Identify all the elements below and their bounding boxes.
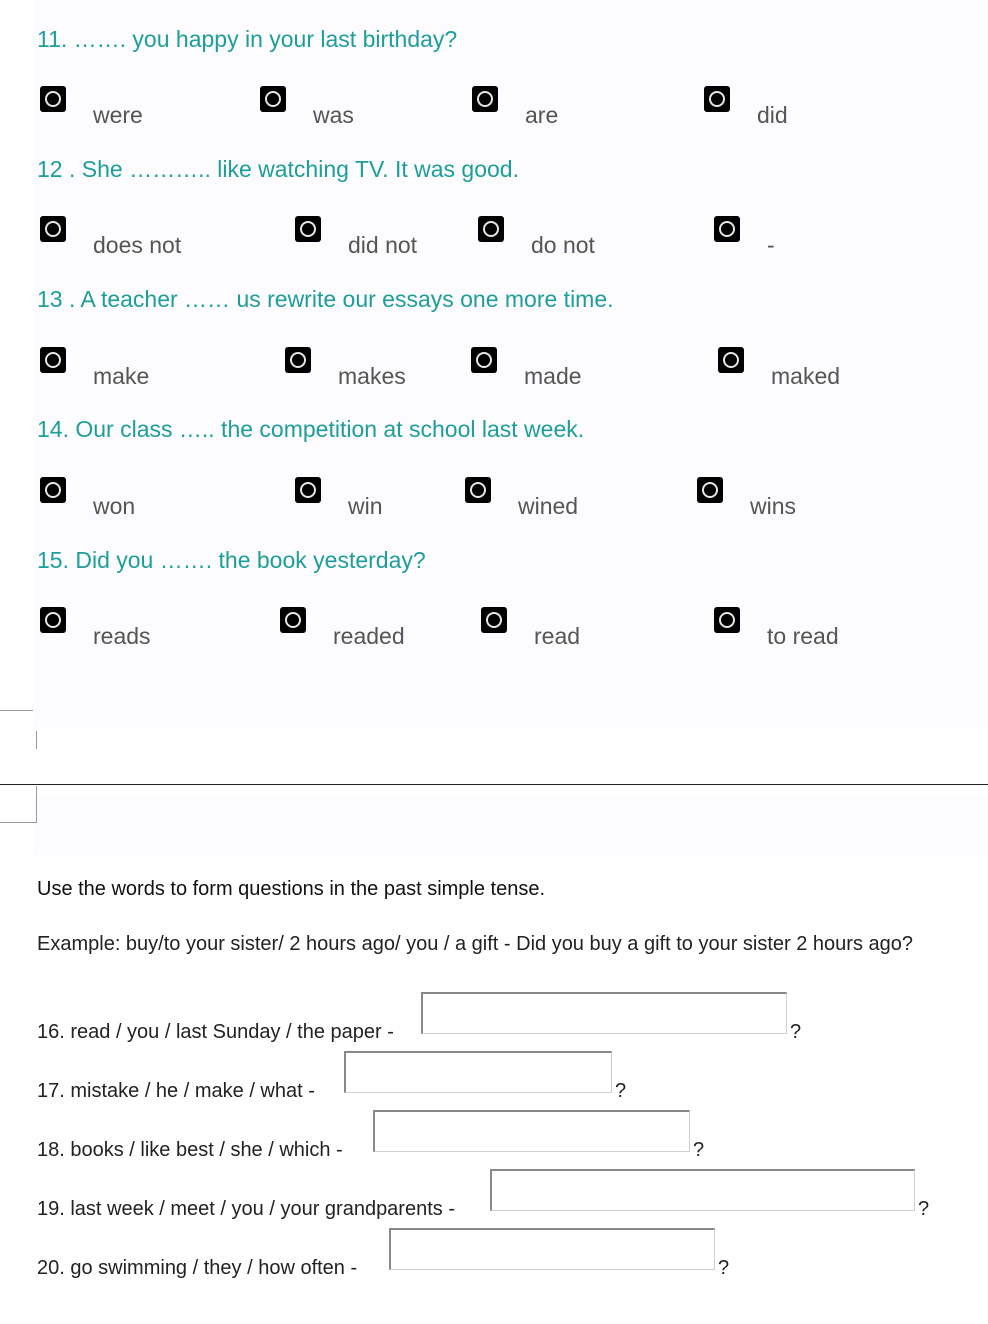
radio-icon[interactable] <box>481 607 507 633</box>
radio-icon[interactable] <box>704 86 730 112</box>
option-11-a[interactable] <box>40 86 143 129</box>
question-mark: ? <box>918 1198 930 1220</box>
option-14-c[interactable] <box>465 477 578 520</box>
option-label: are <box>525 102 559 128</box>
radio-icon[interactable] <box>697 477 723 503</box>
radio-icon[interactable] <box>40 607 66 633</box>
option-13-b[interactable] <box>285 347 406 390</box>
crop-mark <box>0 710 33 711</box>
option-12-a[interactable] <box>40 216 181 259</box>
question-mark: ? <box>790 1021 802 1043</box>
radio-icon[interactable] <box>472 86 498 112</box>
option-15-b[interactable] <box>280 607 405 650</box>
section-instruction: Use the words to form questions in the past simple tense. <box>37 878 546 900</box>
option-12-b[interactable] <box>295 216 417 259</box>
option-13-a[interactable] <box>40 347 149 390</box>
prompt-17: 17. mistake / he / make / what - <box>37 1080 315 1102</box>
option-12-d[interactable] <box>714 216 775 259</box>
question-mark: ? <box>615 1080 627 1102</box>
option-13-c[interactable] <box>471 347 582 390</box>
crop-mark <box>36 731 37 749</box>
option-label: was <box>313 102 354 128</box>
prompt-20: 20. go swimming / they / how often - <box>37 1257 358 1279</box>
question-13: 13 . A teacher …… us rewrite our essays one more time. <box>37 286 614 312</box>
answer-input-17[interactable] <box>344 1051 612 1093</box>
option-label: made <box>524 363 582 389</box>
option-15-c[interactable] <box>481 607 580 650</box>
option-label: did not <box>348 232 418 258</box>
option-label: won <box>93 493 136 519</box>
radio-icon[interactable] <box>465 477 491 503</box>
option-label: did <box>757 102 788 128</box>
answer-input-18[interactable] <box>373 1110 690 1152</box>
option-label: wins <box>750 493 797 519</box>
option-label: were <box>93 102 143 128</box>
option-label: win <box>348 493 383 519</box>
radio-icon[interactable] <box>295 216 321 242</box>
option-label: does not <box>93 232 182 258</box>
question-14: 14. Our class ….. the competition at school last week. <box>37 416 585 442</box>
answer-input-16[interactable] <box>421 992 787 1034</box>
radio-icon[interactable] <box>718 347 744 373</box>
option-14-d[interactable] <box>697 477 796 520</box>
prompt-16: 16. read / you / last Sunday / the paper - <box>37 1021 394 1043</box>
option-label: wined <box>518 493 579 519</box>
option-14-a[interactable] <box>40 477 135 520</box>
radio-icon[interactable] <box>714 216 740 242</box>
question-mark: ? <box>718 1257 730 1279</box>
option-14-b[interactable] <box>295 477 383 520</box>
radio-icon[interactable] <box>40 86 66 112</box>
option-11-d[interactable] <box>704 86 788 129</box>
radio-icon[interactable] <box>295 477 321 503</box>
example-text: Example: buy/to your sister/ 2 hours ago/ you / a gift - Did you buy a gift to your sister 2 hours ago? <box>37 933 914 955</box>
option-label: read <box>534 623 581 649</box>
question-mark: ? <box>693 1139 705 1161</box>
option-11-c[interactable] <box>472 86 558 129</box>
radio-icon[interactable] <box>40 477 66 503</box>
question-15: 15. Did you ……. the book yesterday? <box>37 547 426 573</box>
answer-input-19[interactable] <box>490 1169 915 1211</box>
radio-icon[interactable] <box>714 607 740 633</box>
option-label: readed <box>333 623 405 649</box>
option-label: makes <box>338 363 406 389</box>
option-12-c[interactable] <box>478 216 595 259</box>
question-12: 12 . She ……….. like watching TV. It was good. <box>37 156 519 182</box>
radio-icon[interactable] <box>285 347 311 373</box>
radio-icon[interactable] <box>260 86 286 112</box>
option-label: - <box>767 232 775 258</box>
crop-mark <box>0 822 37 823</box>
option-15-d[interactable] <box>714 607 839 650</box>
option-label: reads <box>93 623 151 649</box>
radio-icon[interactable] <box>280 607 306 633</box>
page-divider <box>0 784 988 785</box>
radio-icon[interactable] <box>478 216 504 242</box>
radio-icon[interactable] <box>40 216 66 242</box>
radio-icon[interactable] <box>40 347 66 373</box>
option-label: maked <box>771 363 841 389</box>
option-label: make <box>93 363 150 389</box>
prompt-18: 18. books / like best / she / which - <box>37 1139 343 1161</box>
crop-mark <box>36 786 37 822</box>
radio-icon[interactable] <box>471 347 497 373</box>
option-13-d[interactable] <box>718 347 840 390</box>
question-11: 11. ……. you happy in your last birthday? <box>37 26 458 52</box>
option-15-a[interactable] <box>40 607 151 650</box>
answer-input-20[interactable] <box>389 1228 715 1270</box>
separator-panel <box>33 797 988 855</box>
option-label: to read <box>767 623 839 649</box>
prompt-19: 19. last week / meet / you / your grandparents - <box>37 1198 455 1220</box>
option-11-b[interactable] <box>260 86 354 129</box>
option-label: do not <box>531 232 595 258</box>
